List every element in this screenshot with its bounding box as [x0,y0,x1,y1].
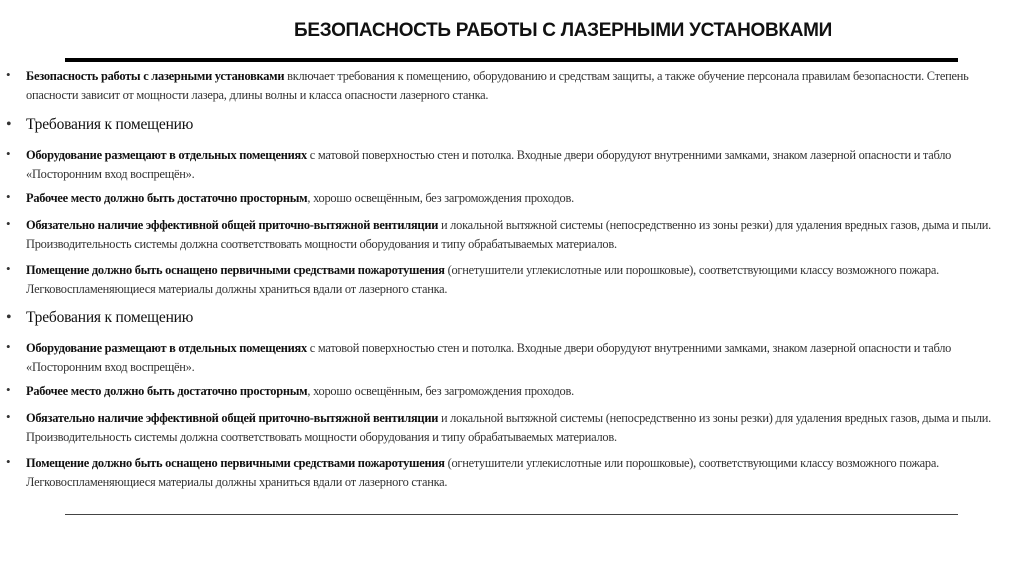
bullet-icon: • [6,309,12,326]
section-heading-text: Требования к помещению [26,116,194,133]
list-item [0,454,1010,492]
intro-bold: Безопасность работы с лазерными установками [26,69,285,83]
list-item [0,189,1010,208]
section-heading [0,308,1010,328]
item-bold: Обязательно наличие эффективной общей приточно-вытяжной вентиляции [26,218,439,232]
bullet-icon: • [6,261,11,276]
item-text: , хорошо освещённым, без загромождения проходов. [307,191,574,205]
list-item [0,146,1010,184]
bullet-icon: • [6,454,11,469]
bullet-icon: • [6,382,11,397]
item-text: и локальной вытяжной системы (непосредственно из зоны резки) для удаления вредных газов, дыма и пыли. Производительность системы должна соответствовать мощности оборудования и типу обрабатываемых материалов. [26,411,991,444]
list-item [0,409,1010,447]
item-text: с матовой поверхностью стен и потолка. Входные двери оборудуют внутренними замками, знаком лазерной опасности и табло «Посторонним вход воспрещён». [26,148,952,181]
item-bold: Оборудование размещают в отдельных помещениях [26,148,307,162]
item-text: (огнетушители углекислотные или порошковые), соответствующими классу возможного пожара. Легковоспламеняющиеся материалы должны храниться вдали от лазерного станка. [26,456,939,489]
item-bold: Обязательно наличие эффективной общей приточно-вытяжной вентиляции [26,411,439,425]
item-bold: Рабочее место должно быть достаточно просторным [26,191,308,205]
item-bold: Оборудование размещают в отдельных помещениях [26,341,307,355]
title-divider [65,58,958,62]
list-item [0,339,1010,377]
item-text: и локальной вытяжной системы (непосредственно из зоны резки) для удаления вредных газов, дыма и пыли. Производительность системы должна соответствовать мощности оборудования и типу обрабатываемых материалов. [26,218,991,251]
list-item [0,382,1010,401]
bullet-icon: • [6,339,11,354]
footer-divider [65,514,958,515]
bullet-icon: • [6,67,11,82]
bullet-icon: • [6,116,12,133]
intro-text: включает требования к помещению, оборудованию и средствам защиты, а также обучение персонала правилам безопасности. Степень опасности зависит от мощности лазера, длины волны и класса опасности лазерного станка. [26,69,969,102]
section-heading [0,115,1010,135]
bullet-icon: • [6,146,11,161]
section-heading-text: Требования к помещению [26,309,194,326]
bullet-icon: • [6,216,11,231]
list-item [0,216,1010,254]
bullet-icon: • [6,189,11,204]
item-bold: Помещение должно быть оснащено первичными средствами пожаротушения [26,263,445,277]
list-item [0,261,1010,299]
slide-title: БЕЗОПАСНОСТЬ РАБОТЫ С ЛАЗЕРНЫМИ УСТАНОВКАМИ [293,20,833,41]
item-bold: Помещение должно быть оснащено первичными средствами пожаротушения [26,456,445,470]
item-bold: Рабочее место должно быть достаточно просторным [26,384,308,398]
item-text: , хорошо освещённым, без загромождения проходов. [307,384,574,398]
intro-paragraph [0,67,1010,105]
bullet-icon: • [6,409,11,424]
item-text: (огнетушители углекислотные или порошковые), соответствующими классу возможного пожара. Легковоспламеняющиеся материалы должны храниться вдали от лазерного станка. [26,263,939,296]
item-text: с матовой поверхностью стен и потолка. Входные двери оборудуют внутренними замками, знаком лазерной опасности и табло «Посторонним вход воспрещён». [26,341,952,374]
